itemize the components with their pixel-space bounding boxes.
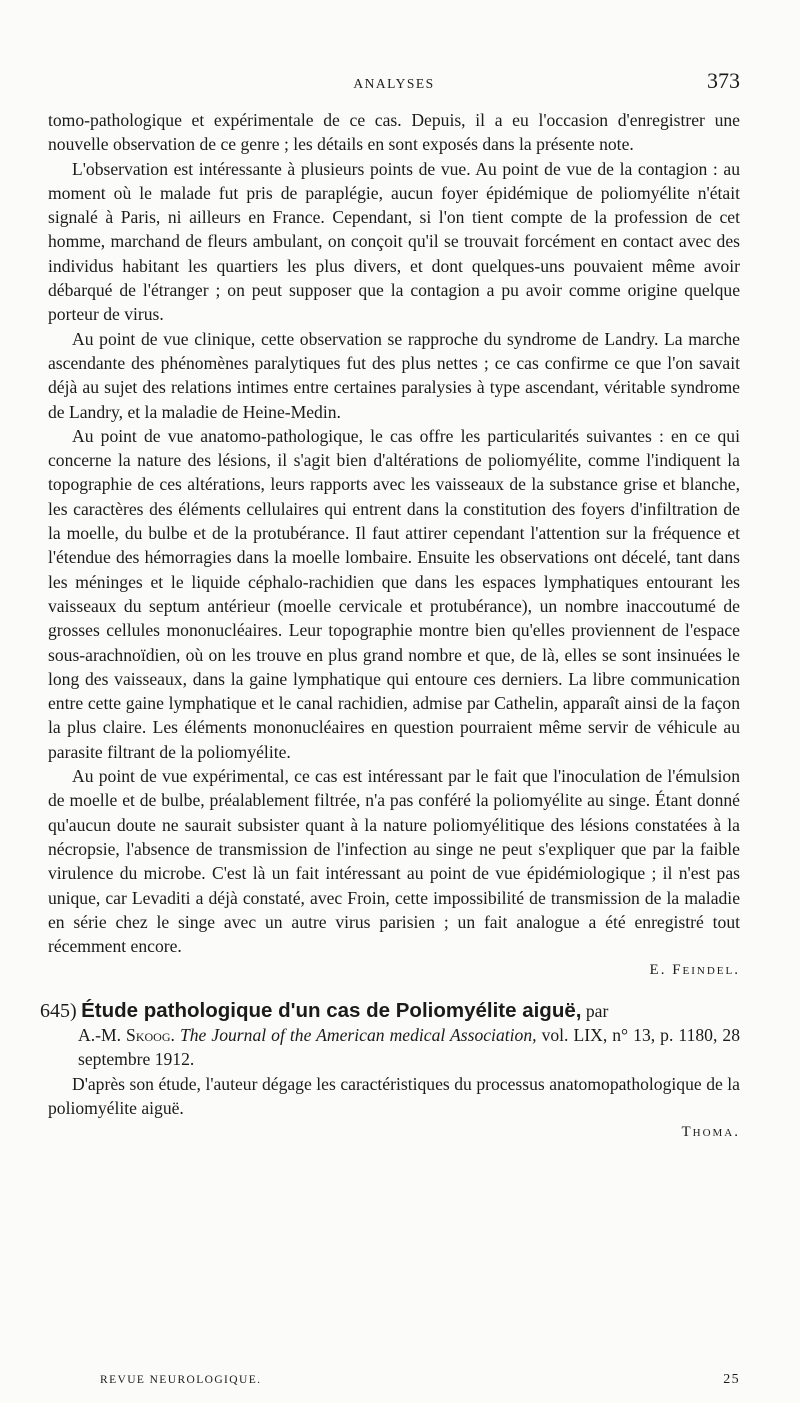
abstract-text: D'après son étude, l'auteur dégage les caractéristiques du processus anatomopathologique de la poliomyélite aiguë. — [48, 1073, 740, 1118]
paragraph-continuation: tomo-pathologique et expérimentale de ce cas. Depuis, il a eu l'occasion d'enregistrer une nouvelle observation de ce genre ; les détails en sont exposés dans la présente note. — [48, 110, 740, 155]
paragraph-clinical: Au point de vue clinique, cette observation se rapproche du syndrome de Landry. La marche ascendante des phénomènes paralytiques fut des plus nettes ; ce cas confirme ce que l'on savait déjà au sujet des relations intimes entre certaines paralysies à type ascendant, véritable syndrome de Landry, et la maladie de Heine-Medin. — [48, 328, 740, 422]
entry-reference — [48, 1023, 740, 1072]
signature-thoma: Thoma. — [681, 1124, 740, 1141]
page-header — [48, 68, 740, 100]
entry-journal: The Journal of the American medical Association, — [179, 1024, 537, 1045]
paragraph-anatomopathological: Au point de vue anatomo-pathologique, le cas offre les particularités suivantes : en ce qui concerne la nature des lésions, il s'agit bien d'altérations de poliomyélite, comme l'indiquent la topographie de ces altérations, leurs rapports avec les vaisseaux de la substance grise et blanche, les caractères des éléments cellulaires qui entrent dans la constitution des foyers d'infiltration de la moelle, du bulbe et de la protubérance. Il faut attirer cependant l'attention sur la fréquence et l'étendue des hémorragies dans la moelle lombaire. Ensuite les observations ont décelé, tant dans les méninges et le liquide céphalo-rachidien que dans les espaces lymphatiques entourant les vaisseaux du septum antérieur (moelle cervicale et protubérance), un nombre inaccoutumé de grosses cellules mononucléaires. Leur topographie montre bien qu'elles proviennent de l'espace sous-arachnoïdien, où on les trouve en plus grand nombre et que, de là, elles se sont insinuées le long des vaisseaux, dans la gaine lymphatique qui entoure ces derniers. La libre communication entre cette gaine lymphatique et le canal rachidien, admise par Cathelin, apparaît ainsi de la façon la plus claire. Les éléments mononucléaires en question pourraient même servir de véhicule au parasite filtrant de la poliomyélite. — [48, 425, 740, 762]
signature-feindel: E. Feindel. — [649, 962, 740, 979]
running-title: ANALYSES — [353, 76, 435, 91]
paragraph-experimental: Au point de vue expérimental, ce cas est intéressant par le fait que l'inoculation de l'émulsion de moelle et de bulbe, préalablement filtrée, n'a pas conféré la poliomyélite au singe. Étant donné qu'aucun doute ne saurait subsister quant à la nature poliomyélitique des lésions constatées à la nécropsie, l'absence de transmission de l'infection au singe ne peut s'expliquer que par la faible virulence du microbe. C'est là un fait intéressant au point de vue épidémiologique ; il n'est pas unique, car Levaditi a déjà constaté, avec Froin, cette impossibilité de transmission de la maladie en série chez le singe avec un autre virus parisien ; un fait analogue a été enregistré tout récemment encore. — [48, 766, 740, 957]
entry-number: 645) — [40, 999, 77, 1022]
article-body — [40, 108, 740, 1144]
entry-author: A.-M. Skoog. — [78, 1024, 175, 1045]
page-number: 373 — [707, 68, 740, 93]
entry-title: Étude pathologique d'un cas de Poliomyélite aiguë, — [81, 998, 582, 1022]
paragraph-contagion: L'observation est intéressante à plusieurs points de vue. Au point de vue de la contagion : au moment où le malade fut pris de paraplégie, aucun foyer épidémique de poliomyélite n'était signalé à Paris, ni ailleurs en France. Cependant, si l'on tient compte de la profession de cet homme, marchand de fleurs ambulant, on conçoit qu'il se trouvait forcément en contact avec des individus habitant les quartiers les plus divers, et dont quelques-uns pouvaient même avoir débarqué de l'étranger ; on peut supposer que la contagion a pu avoir comme origine quelque porteur de virus. — [48, 158, 740, 325]
entry-citation: vol. LIX, n° 13, p. 1180, 28 septembre 1912. — [78, 1024, 740, 1070]
entry-by: par — [585, 1000, 609, 1021]
abstract-entry-645 — [40, 998, 740, 1072]
footer-journal-name: REVUE NEUROLOGIQUE. — [100, 1374, 262, 1386]
page-footer — [100, 1372, 740, 1392]
footer-signature-mark: 25 — [723, 1372, 740, 1387]
